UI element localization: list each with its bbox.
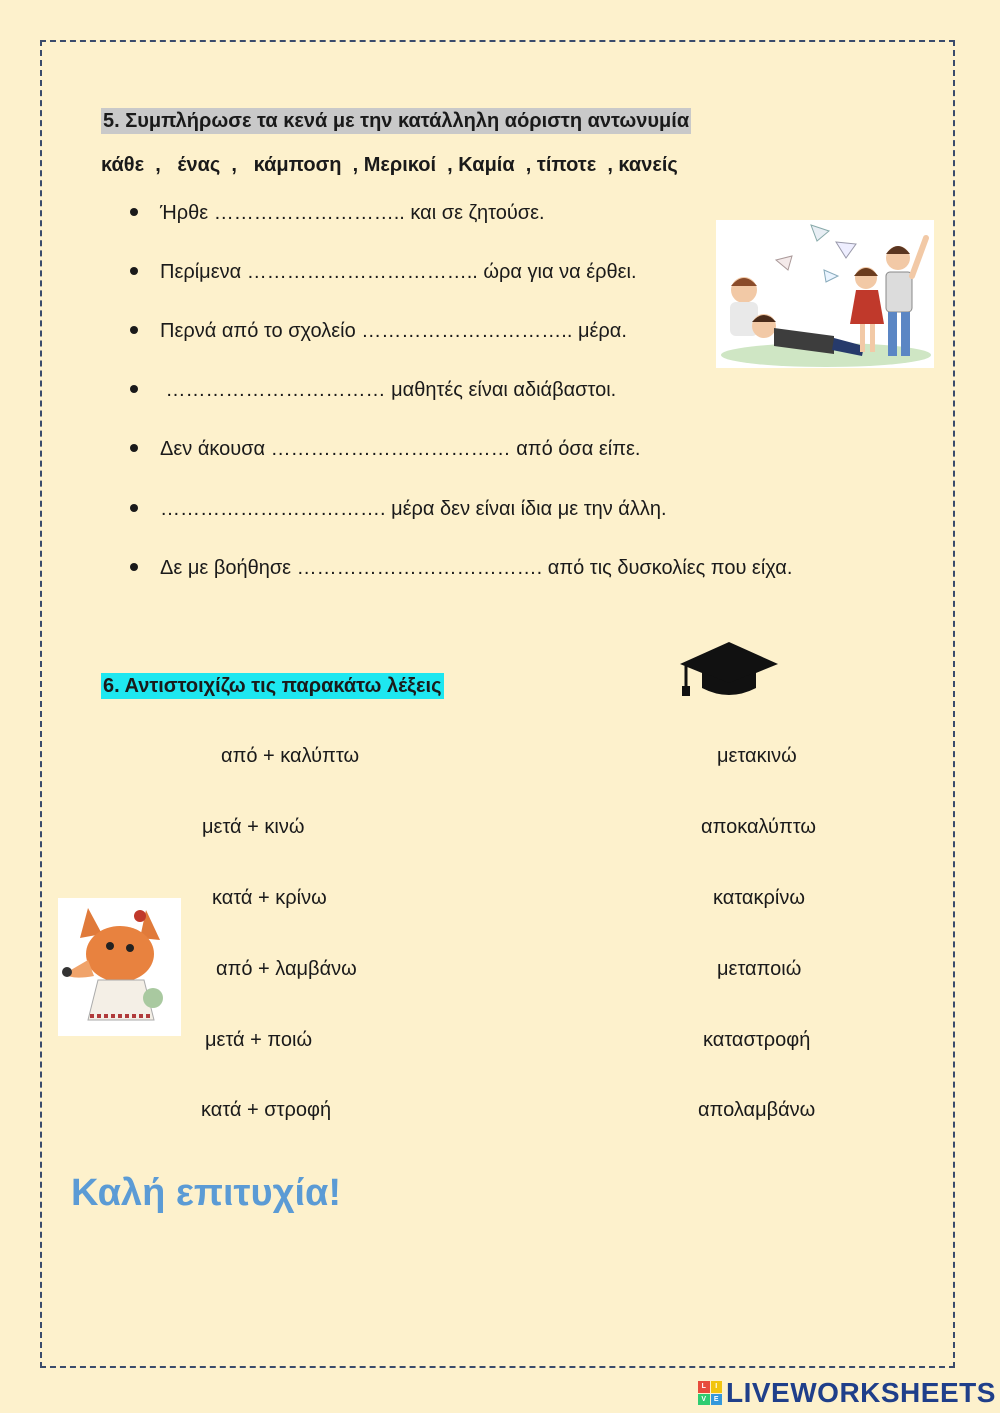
bullet-icon (130, 563, 138, 571)
match-left-item: μετά + ποιώ (205, 1029, 313, 1051)
graduation-cap-icon (678, 640, 780, 700)
liveworksheets-logo (698, 1378, 996, 1408)
match-right-item: απολαμβάνω (698, 1099, 816, 1121)
list-item (130, 498, 667, 521)
match-right-item: καταστροφή (703, 1029, 811, 1051)
list-item (130, 261, 637, 284)
match-left-item: κατά + στροφή (201, 1099, 332, 1121)
sentence-text: Περίμενα …………………………….. ώρα για να έρθει. (160, 261, 637, 283)
bullet-icon (130, 504, 138, 512)
fox-illustration (58, 898, 181, 1036)
bullet-icon (130, 267, 138, 275)
sentence-text: ……………………………. μέρα δεν είναι ίδια με την άλλη. (160, 498, 667, 520)
section-6-title: 6. Αντιστοιχίζω τις παρακάτω λέξεις (103, 675, 442, 697)
closing-message: Καλή επιτυχία! (71, 1172, 342, 1214)
bullet-icon (130, 208, 138, 216)
match-right-item: αποκαλύπτω (701, 816, 817, 838)
list-item (130, 202, 545, 225)
match-left-item: κατά + κρίνω (212, 887, 327, 909)
word-bank: κάθε , ένας , κάμποση , Μερικοί , Καμία , τίποτε , κανείς (101, 154, 678, 176)
sentence-text: Δε με βοήθησε ………………………………. από τις δυσκολίες που είχα. (160, 557, 793, 579)
bullet-icon (130, 385, 138, 393)
match-right-item: μετακινώ (717, 745, 797, 767)
bullet-icon (130, 444, 138, 452)
match-right-item: κατακρίνω (713, 887, 805, 909)
sentence-text: …………………………… μαθητές είναι αδιάβαστοι. (160, 379, 617, 401)
children-illustration (716, 220, 934, 368)
logo-text: LIVEWORKSHEETS (726, 1377, 996, 1408)
sentence-text: Δεν άκουσα ……………………………… από όσα είπε. (160, 438, 641, 460)
bullet-icon (130, 326, 138, 334)
match-left-item: από + λαμβάνω (216, 958, 357, 980)
logo-mark-icon: L I V E (698, 1381, 722, 1405)
section-5-title: 5. Συμπλήρωσε τα κενά με την κατάλληλη αόριστη αντωνυμία (103, 110, 690, 132)
match-left-item: μετά + κινώ (202, 816, 305, 838)
match-left-item: από + καλύπτω (221, 745, 360, 767)
list-item (130, 320, 627, 343)
sentence-text: Ήρθε ……………………….. και σε ζητούσε. (160, 202, 545, 224)
list-item (130, 557, 792, 580)
list-item (130, 438, 641, 461)
sentence-text: Περνά από το σχολείο ………………………….. μέρα. (160, 320, 627, 342)
list-item (130, 379, 616, 402)
match-right-item: μεταποιώ (717, 958, 802, 980)
